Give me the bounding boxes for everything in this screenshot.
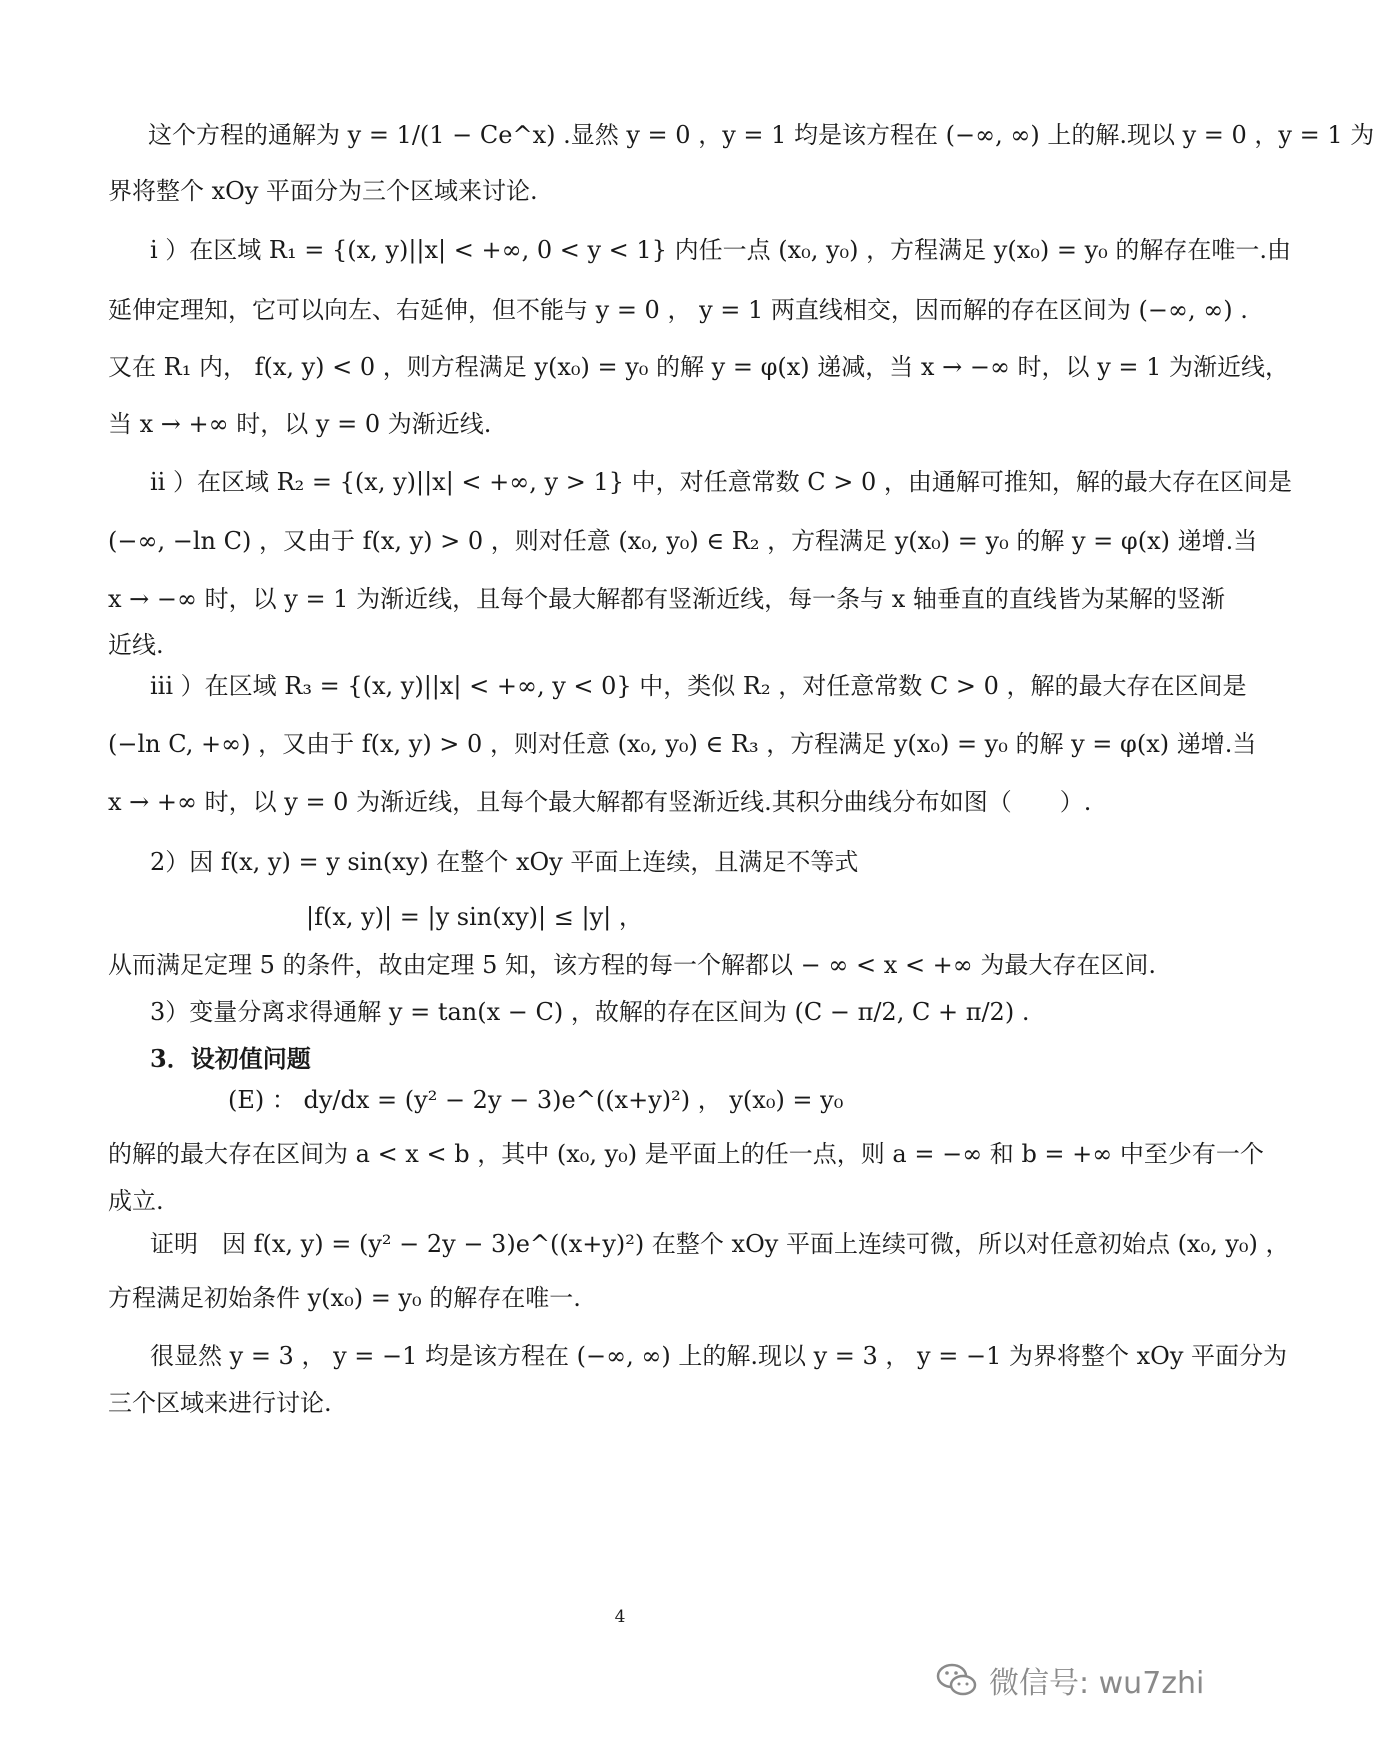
text-line: 方程满足初始条件 y(x₀) = y₀ 的解存在唯一. bbox=[108, 1284, 581, 1312]
text-line: 2）因 f(x, y) = y sin(xy) 在整个 xOy 平面上连续，且满足不等式 bbox=[150, 848, 859, 876]
text-line: 延伸定理知，它可以向左、右延伸，但不能与 y = 0 ， y = 1 两直线相交，因而解的存在区间为 (−∞, ∞) . bbox=[108, 296, 1248, 324]
watermark bbox=[935, 1658, 1204, 1702]
text-line: (−ln C, +∞) ，又由于 f(x, y) > 0 ，则对任意 (x₀, y₀) ∈ R₃ ，方程满足 y(x₀) = y₀ 的解 y = φ(x) 递增.当 bbox=[108, 730, 1257, 758]
text-line: 当 x → +∞ 时，以 y = 0 为渐近线. bbox=[108, 410, 492, 438]
text-line: 从而满足定理 5 的条件，故由定理 5 知，该方程的每一个解都以 − ∞ < x < +∞ 为最大存在区间. bbox=[108, 951, 1157, 979]
text-line: 证明 因 f(x, y) = (y² − 2y − 3)e^((x+y)²) 在整个 xOy 平面上连续可微，所以对任意初始点 (x₀, y₀) ， bbox=[150, 1230, 1290, 1258]
text-line: ii ）在区域 R₂ = {(x, y)||x| < +∞, y > 1} 中，对任意常数 C > 0 ，由通解可推知，解的最大存在区间是 bbox=[150, 468, 1292, 496]
text-line: 又在 R₁ 内， f(x, y) < 0 ，则方程满足 y(x₀) = y₀ 的解 y = φ(x) 递减，当 x → −∞ 时，以 y = 1 为渐近线， bbox=[108, 353, 1290, 381]
text-line: 这个方程的通解为 y = 1/(1 − Ce^x) .显然 y = 0 ，y = 1 均是该方程在 (−∞, ∞) 上的解.现以 y = 0 ，y = 1 为 bbox=[148, 121, 1374, 149]
text-line: 三个区域来进行讨论. bbox=[108, 1389, 332, 1417]
wechat-icon bbox=[935, 1658, 979, 1702]
text-line: x → +∞ 时，以 y = 0 为渐近线，且每个最大解都有竖渐近线.其积分曲线分布如图（ ）. bbox=[108, 788, 1092, 816]
equation-line: (E) ： dy/dx = (y² − 2y − 3)e^((x+y)²) ， y(x₀) = y₀ bbox=[228, 1086, 844, 1114]
watermark-text: 微信号: wu7zhi bbox=[989, 1666, 1205, 1701]
text-line: (−∞, −ln C) ，又由于 f(x, y) > 0 ，则对任意 (x₀, y₀) ∈ R₂ ，方程满足 y(x₀) = y₀ 的解 y = φ(x) 递增.当 bbox=[108, 527, 1258, 555]
text-line: iii ）在区域 R₃ = {(x, y)||x| < +∞, y < 0} 中，类似 R₂ ，对任意常数 C > 0 ，解的最大存在区间是 bbox=[150, 672, 1247, 700]
text-line: i ）在区域 R₁ = {(x, y)||x| < +∞, 0 < y < 1} 内任一点 (x₀, y₀) ，方程满足 y(x₀) = y₀ 的解存在唯一.由 bbox=[150, 236, 1292, 264]
equation-line: |f(x, y)| = |y sin(xy)| ≤ |y| ， bbox=[306, 903, 643, 931]
problem-heading: 3．设初值问题 bbox=[150, 1044, 311, 1073]
text-line: 界将整个 xOy 平面分为三个区域来讨论. bbox=[108, 177, 538, 205]
page-number: 4 bbox=[614, 1607, 626, 1627]
text-line: 很显然 y = 3 ， y = −1 均是该方程在 (−∞, ∞) 上的解.现以 y = 3 ， y = −1 为界将整个 xOy 平面分为 bbox=[150, 1342, 1288, 1370]
text-line: 近线. bbox=[108, 631, 164, 659]
text-line: x → −∞ 时，以 y = 1 为渐近线，且每个最大解都有竖渐近线，每一条与 x 轴垂直的直线皆为某解的竖渐 bbox=[108, 585, 1225, 613]
text-line: 成立. bbox=[108, 1187, 164, 1215]
text-line: 的解的最大存在区间为 a < x < b ，其中 (x₀, y₀) 是平面上的任一点，则 a = −∞ 和 b = +∞ 中至少有一个 bbox=[108, 1140, 1264, 1168]
text-line: 3）变量分离求得通解 y = tan(x − C) ，故解的存在区间为 (C − π/2, C + π/2) . bbox=[150, 998, 1030, 1026]
